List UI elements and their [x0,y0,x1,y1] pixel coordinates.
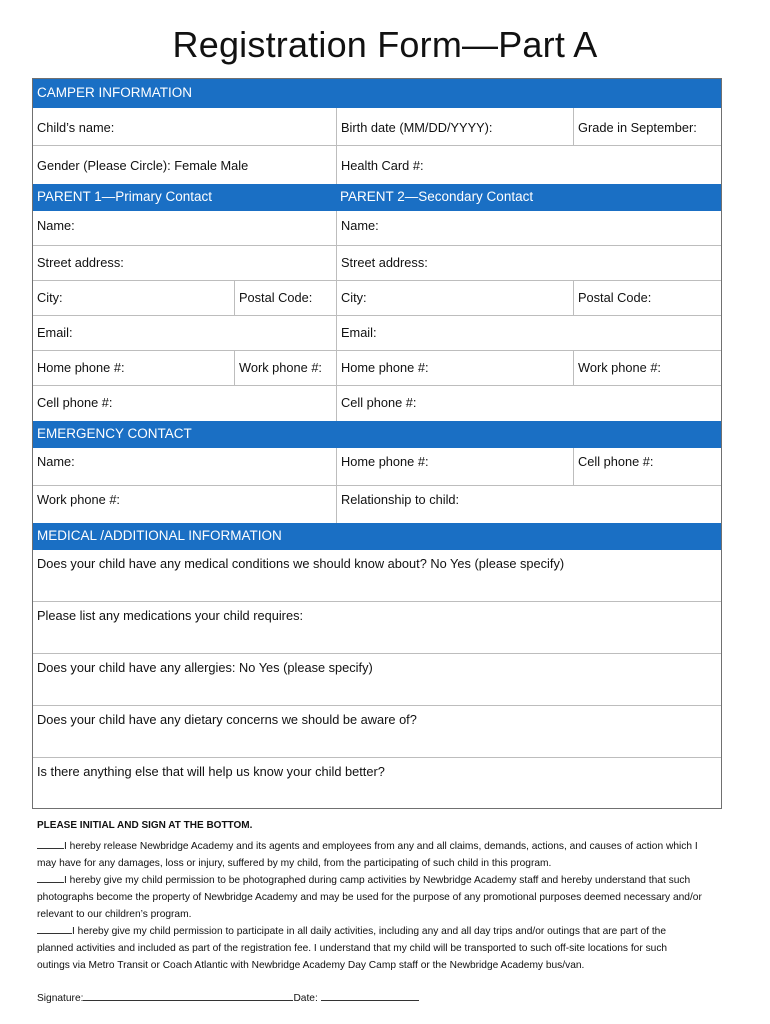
parent-1-name-label: Name: [37,218,75,233]
emergency-contact-header [33,421,721,448]
parent-2-postal-field[interactable] [573,281,721,315]
parent-1-postal-field[interactable] [234,281,336,315]
parent-2-name-field[interactable] [336,211,721,245]
parent-2-work-phone-label: Work phone #: [578,360,661,375]
emergency-relationship-label: Relationship to child: [341,492,460,507]
emergency-cell-phone-label: Cell phone #: [578,454,654,469]
parent-1-work-phone-field[interactable] [234,351,336,385]
trips-line-2: planned activities and included as part of the registration fee. I understand that my child will be transported to such off-site locations for such [37,943,668,954]
page-title: Registration Form—Part A [172,24,598,65]
photo-line-1: I hereby give my child permission to be photographed during camp activities by Newbridge Academy staff and hereby understand that such [64,875,691,886]
health-card-field[interactable] [336,146,721,184]
parent-1-name-field[interactable] [33,211,336,245]
instruction-text [37,817,727,834]
parent-1-title: PARENT 1—Primary Contact [37,189,213,204]
instruction-label: PLEASE INITIAL AND SIGN AT THE BOTTOM. [37,820,253,831]
anything-else-question: Is there anything else that will help us know your child better? [37,764,385,779]
parent-2-home-phone-label: Home phone #: [341,360,429,375]
signature-line[interactable] [83,990,293,1001]
childs-name-label: Child’s name: [37,120,115,135]
medications-row[interactable] [33,602,721,654]
dietary-question: Does your child have any dietary concerns we should be aware of? [37,712,417,727]
allergies-row[interactable] [33,654,721,706]
parent-2-street-field[interactable] [336,246,721,280]
medical-title: MEDICAL /ADDITIONAL INFORMATION [37,528,282,543]
birth-date-label: Birth date (MM/DD/YYYY): [341,120,493,135]
parents-phone-row [33,351,721,386]
health-card-label: Health Card #: [341,158,424,173]
trips-line-1: I hereby give my child permission to participate in all daily activities, including any and all day trips and/or outings that are part of the [72,926,667,937]
release-initial-line[interactable] [37,838,64,849]
parent-1-street-field[interactable] [33,246,336,280]
medical-conditions-row[interactable] [33,550,721,602]
camper-row-2 [33,146,721,184]
emergency-relationship-field[interactable] [336,486,721,523]
gender-label: Gender (Please Circle): Female Male [37,158,249,173]
parents-cell-row [33,386,721,421]
childs-name-field[interactable] [33,108,336,145]
emergency-row-2 [33,486,721,523]
date-label: Date: [293,993,318,1004]
medical-conditions-question: Does your child have any medical conditions we should know about? No Yes (please specify) [37,556,565,571]
emergency-home-phone-label: Home phone #: [341,454,429,469]
parent-1-email-field[interactable] [33,316,336,350]
emergency-home-phone-field[interactable] [336,448,573,485]
birth-date-field[interactable] [336,108,573,145]
emergency-work-phone-label: Work phone #: [37,492,120,507]
parent-1-work-phone-label: Work phone #: [239,360,322,375]
parent-1-email-label: Email: [37,325,73,340]
parents-city-row [33,281,721,316]
parents-email-row [33,316,721,351]
allergies-question: Does your child have any allergies: No Yes (please specify) [37,660,373,675]
emergency-name-field[interactable] [33,448,336,485]
grade-field[interactable] [573,108,721,145]
date-line[interactable] [321,990,419,1001]
release-paragraph [37,838,727,974]
photo-initial-line[interactable] [37,872,64,883]
gender-field[interactable] [33,146,336,184]
medications-question: Please list any medications your child requires: [37,608,304,623]
emergency-row-1 [33,448,721,486]
parent-2-work-phone-field[interactable] [573,351,721,385]
registration-form [32,78,722,809]
parent-2-city-label: City: [341,290,367,305]
emergency-contact-title: EMERGENCY CONTACT [37,426,192,441]
parent-2-email-field[interactable] [336,316,721,350]
photo-line-2: photographs become the property of Newbridge Academy and may be used for the purpose of any promotional purposes deemed necessary and/or [37,892,702,903]
parent-2-title: PARENT 2—Secondary Contact [340,189,534,204]
parent-1-city-field[interactable] [33,281,234,315]
camper-information-title: CAMPER INFORMATION [37,85,192,100]
dietary-row[interactable] [33,706,721,758]
parents-name-row [33,211,721,246]
parent-2-home-phone-field[interactable] [336,351,573,385]
parent-2-postal-label: Postal Code: [578,290,652,305]
emergency-work-phone-field[interactable] [33,486,336,523]
emergency-cell-phone-field[interactable] [573,448,721,485]
parent-1-home-phone-label: Home phone #: [37,360,125,375]
parent-2-name-label: Name: [341,218,379,233]
signature-label: Signature: [37,993,84,1004]
parent-1-postal-label: Postal Code: [239,290,313,305]
signature-row [37,990,727,1007]
parent-2-street-label: Street address: [341,255,428,270]
trips-line-3: outings via Metro Transit or Coach Atlantic with Newbridge Academy Day Camp staff or the Newbridge Academy bus/van. [37,960,585,971]
photo-line-3: relevant to our children’s program. [37,909,192,920]
release-line-2: may have for any damages, loss or injury, suffered by my child, from the participating of such child in this program. [37,858,552,869]
emergency-name-label: Name: [37,454,75,469]
grade-label: Grade in September: [578,120,697,135]
parent-1-city-label: City: [37,290,63,305]
camper-information-header [33,79,721,108]
parent-2-cell-phone-field[interactable] [336,386,721,421]
parents-street-row [33,246,721,281]
parent-1-cell-phone-field[interactable] [33,386,336,421]
release-line-1: I hereby release Newbridge Academy and its agents and employees from any and all claims, demands, actions, and causes of action which I [64,841,698,852]
trips-initial-line[interactable] [37,923,72,934]
parents-header [33,184,721,211]
parent-2-cell-phone-label: Cell phone #: [341,395,417,410]
parent-1-cell-phone-label: Cell phone #: [37,395,113,410]
parent-1-home-phone-field[interactable] [33,351,234,385]
camper-row-1 [33,108,721,146]
parent-2-city-field[interactable] [336,281,573,315]
anything-else-row[interactable] [33,758,721,808]
parent-2-email-label: Email: [341,325,377,340]
medical-header [33,523,721,550]
parent-1-street-label: Street address: [37,255,124,270]
